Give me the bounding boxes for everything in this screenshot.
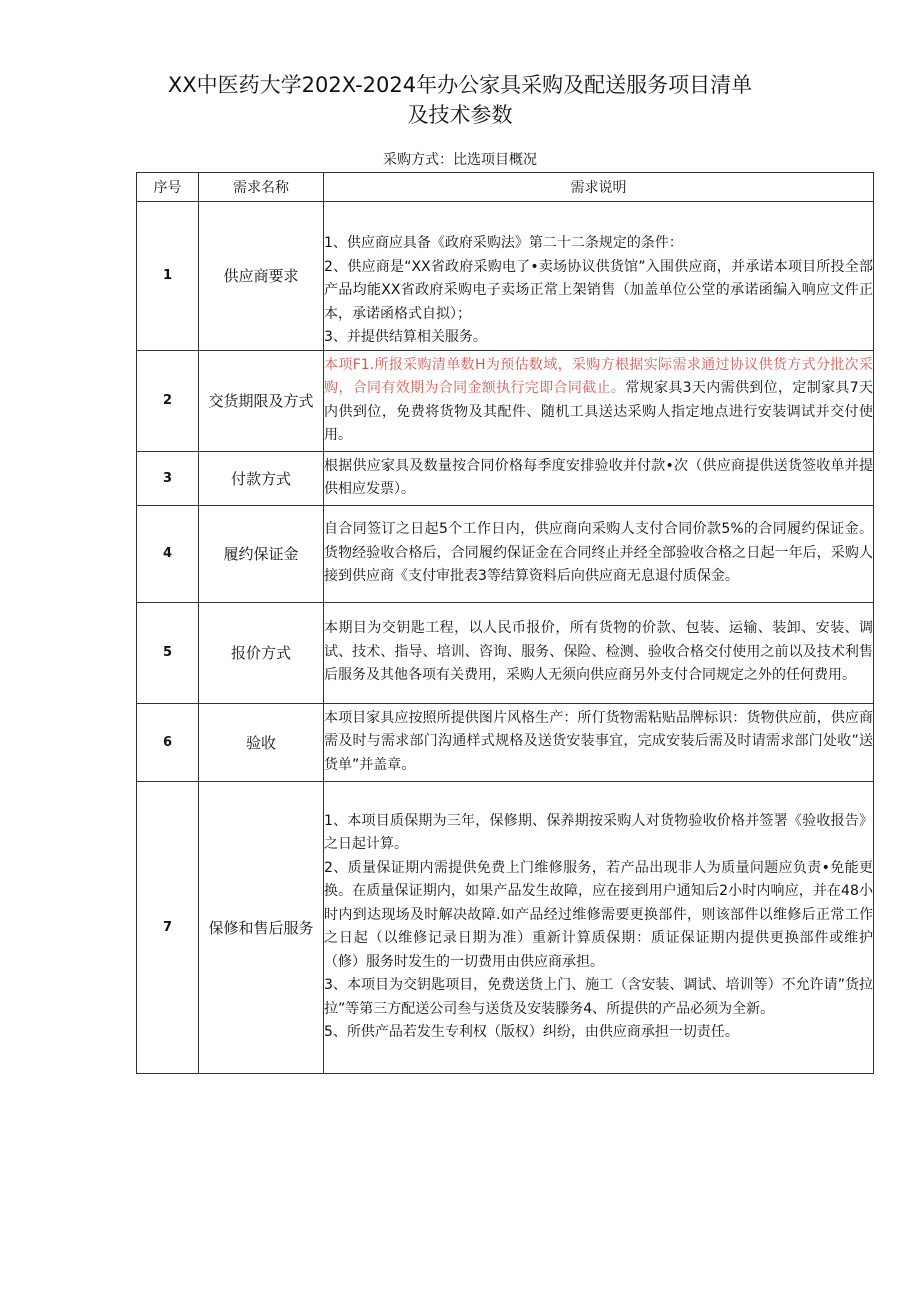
row-requirement-name: 报价方式	[199, 602, 324, 703]
description-paragraph: 2、供应商是“XX省政府采购电了•卖场协议供货馆”入围供应商，并承诺本项目所投全部产品均能XX省政府采购电子卖场正常上架销售（加盖单位公堂的承诺函编入响应文件正本，承诺函格式自拟）；	[324, 258, 873, 322]
document-subtitle: 采购方式：比选项目概况	[383, 152, 537, 168]
table-header-row	[137, 173, 874, 202]
description-paragraph: 自合同签订之日起5个工作日内，供应商向采购人支付合同价款5%的合同履约保证金。货物经验收合格后，合同履约保证金在合同终止并经全部验收合格之日起一年后，采购人接到供应商《支付审批表3等结算资料后向供应商无息退付质保金。	[324, 521, 873, 585]
document-title-line-2: 及技术参数	[407, 103, 513, 127]
row-requirement-name: 付款方式	[199, 451, 324, 505]
row-index: 4	[137, 505, 199, 602]
row-requirement-name: 履约保证金	[199, 505, 324, 602]
row-requirement-description	[324, 202, 874, 351]
row-requirement-description	[324, 781, 874, 1073]
table-row	[137, 505, 874, 602]
row-requirement-name: 供应商要求	[199, 202, 324, 351]
row-index: 6	[137, 703, 199, 781]
row-index: 2	[137, 350, 199, 451]
requirements-table	[136, 172, 874, 1074]
table-row	[137, 703, 874, 781]
table-row	[137, 602, 874, 703]
row-requirement-description	[324, 350, 874, 451]
description-paragraph: 本期目为交钥匙工程，以人民币报价，所有货物的价款、包装、运输、装卸、安装、调试、技术、指导、培训、咨询、服务、保险、检测、验收合格交付使用之前以及技术利售后服务及其他各项有关费用，采购人无须向供应商另外支付合同规定之外的任何费用。	[324, 620, 873, 684]
description-paragraph: 3、并提供结算相关服务。	[324, 329, 487, 345]
header-requirement-name: 需求名称	[199, 173, 324, 202]
row-index: 3	[137, 451, 199, 505]
document-title-line-1: XX中医药大学202X-2024年办公家具采购及配送服务项目清单	[167, 73, 753, 97]
description-paragraph: 2、质量保证期内需提供免费上门维修服务，若产品出现非人为质量问题应负责•免能更换。在质量保证期内，如果产品发生故障，应在接到用户通知后2小时内响应，并在48小时内到达现场及时解决故障.如产品经过维修需要更换部件，则该部件以维修后正常工作之日起（以维修记录日期为准）重新计算质保期：质证保证期内提供更换部件或维护（修）服务时发生的一切费用由供应商承担。	[324, 859, 873, 970]
header-index: 序号	[137, 173, 199, 202]
table-row	[137, 350, 874, 451]
description-paragraph: 1、本项目质保期为三年，保修期、保养期按采购人对货物验收价格并签署《验收报告》之日起计算。	[324, 812, 873, 852]
row-requirement-description	[324, 602, 874, 703]
row-requirement-name: 保修和售后服务	[199, 781, 324, 1073]
description-paragraph: 本项目家具应按照所提供图片风格生产：所仃货物需粘贴品牌标识：货物供应前，供应商需及时与需求部门沟通样式规格及送货安装事宜，完成安装后需及时请需求部门处收”送货单”并盖章。	[324, 709, 873, 773]
description-paragraph: 5、所供产品若发生专利权（版权）纠纷，由供应商承担一切责任。	[324, 1024, 739, 1040]
description-paragraph: 根据供应家具及数量按合同价格每季度安排验收并付款•次（供应商提供送货签收单并提供相应发票）。	[324, 457, 873, 497]
description-highlight-text: 本项F1.所报采购清单数H为预估数域，采购方根据实际需求通过协议供货方式分批次采购，合同有效期为合同金额执行完即合同截止。	[324, 356, 873, 396]
row-index: 7	[137, 781, 199, 1073]
table-row	[137, 781, 874, 1073]
header-requirement-description: 需求说明	[324, 173, 874, 202]
row-requirement-name: 验收	[199, 703, 324, 781]
row-requirement-description	[324, 703, 874, 781]
row-requirement-name: 交货期限及方式	[199, 350, 324, 451]
document-title	[0, 70, 920, 130]
table-row	[137, 202, 874, 351]
row-requirement-description	[324, 451, 874, 505]
description-paragraph: 3、本项目为交钥匙项目，免费送货上门、施工（含安装、调试、培训等）不允许请”货拉拉”等第三方配送公司叁与送货及安装滕务4、所提供的产品必须为全新。	[324, 977, 873, 1017]
description-text: 常规家具3天内需供到位，定制家具7天内供到位，免费将货物及其配件、随机工具送达采购人指定地点进行安装调试并交付使用。	[324, 380, 873, 443]
row-index: 5	[137, 602, 199, 703]
description-paragraph: 1、供应商应具备《政府采购法》第二十二条规定的条件：	[324, 235, 683, 251]
row-requirement-description	[324, 505, 874, 602]
row-index: 1	[137, 202, 199, 351]
table-row	[137, 451, 874, 505]
